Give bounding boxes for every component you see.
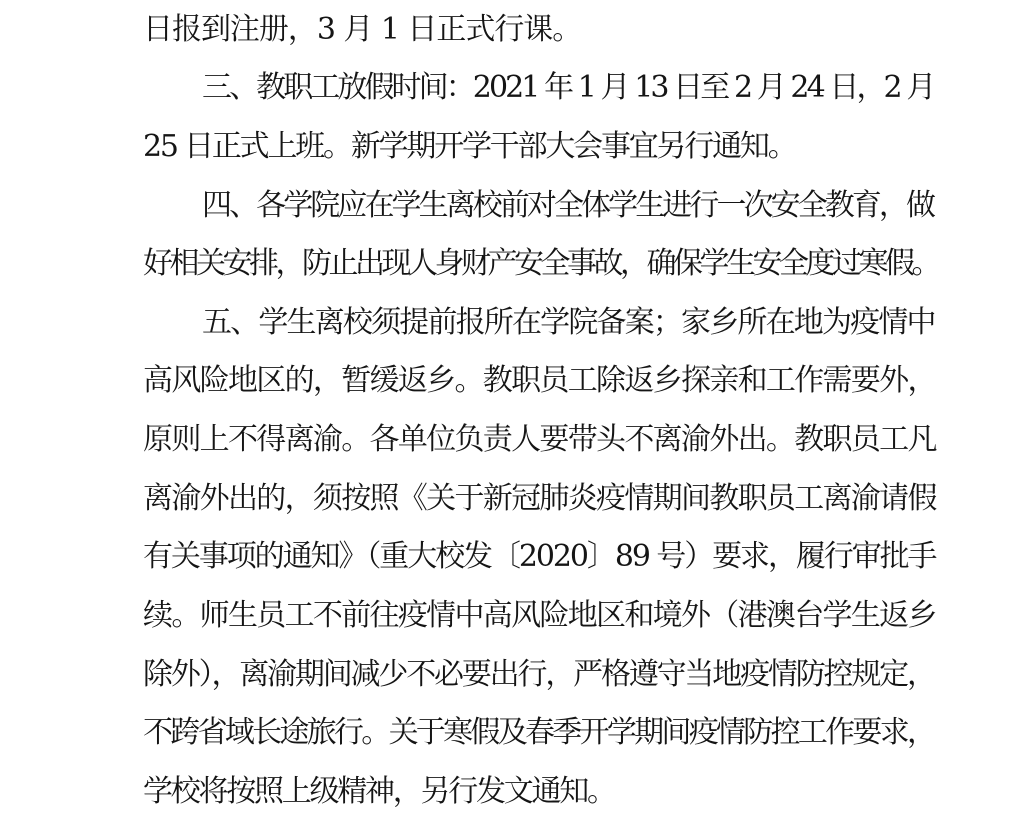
text-line-2: 三、教职工放假时间：2021 年 1 月 13 日至 2 月 24 日，2 月 xyxy=(202,70,934,105)
text-line-14: 学校将按照上级精神，另行发文通知。 xyxy=(143,774,615,809)
text-line-13: 不跨省域长途旅行。关于寒假及春季开学期间疫情防控工作要求， xyxy=(143,715,935,750)
text-line-1: 日报到注册，3 月 1 日正式行课。 xyxy=(143,12,582,47)
text-line-4: 四、各学院应在学生离校前对全体学生进行一次安全教育，做 xyxy=(202,188,934,223)
text-line-3: 25 日正式上班。新学期开学干部大会事宜另行通知。 xyxy=(143,129,796,164)
text-line-11: 续。师生员工不前往疫情中高风险地区和境外（港澳台学生返乡 xyxy=(143,598,936,633)
text-line-5: 好相关安排，防止出现人身财产安全事故，确保学生安全度过寒假。 xyxy=(143,246,938,281)
text-line-10: 有关事项的通知》（重大校发〔2020〕89 号）要求，履行审批手 xyxy=(143,539,936,574)
text-line-6: 五、学生离校须提前报所在学院备案；家乡所在地为疫情中 xyxy=(202,305,935,340)
text-line-7: 高风险地区的，暂缓返乡。教职员工除返乡探亲和工作需要外， xyxy=(143,363,936,398)
text-line-9: 离渝外出的，须按照《关于新冠肺炎疫情期间教职员工离渝请假 xyxy=(143,481,936,516)
text-line-12: 除外），离渝期间减少不必要出行，严格遵守当地疫情防控规定， xyxy=(143,657,935,692)
text-line-8: 原则上不得离渝。各单位负责人要带头不离渝外出。教职员工凡 xyxy=(143,422,936,457)
